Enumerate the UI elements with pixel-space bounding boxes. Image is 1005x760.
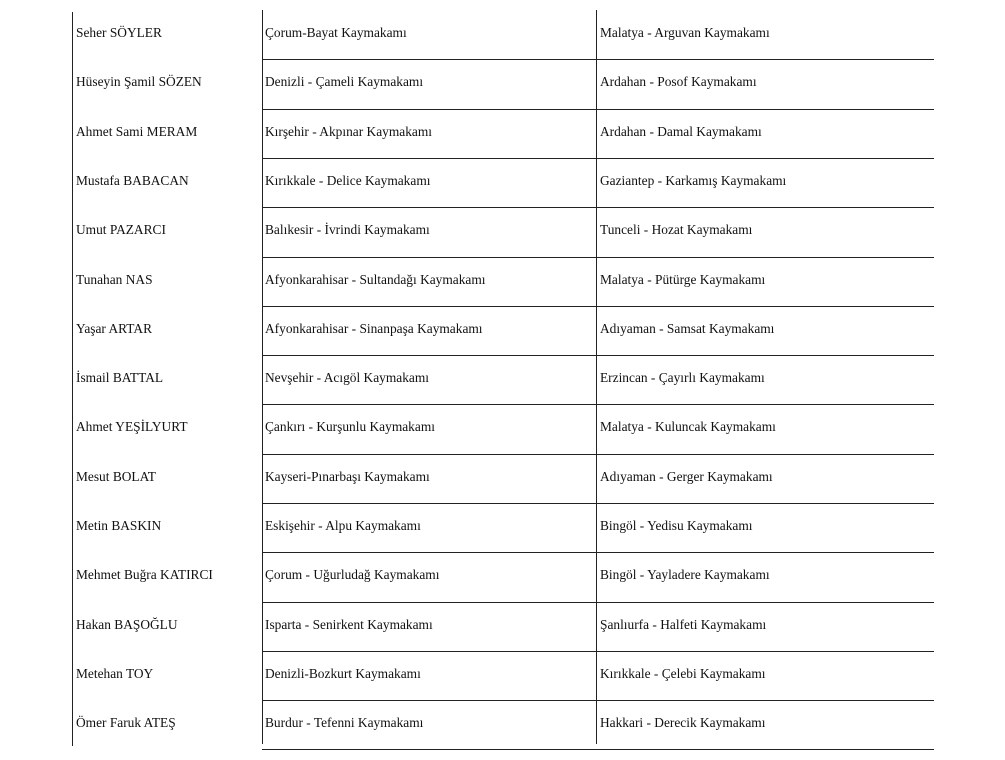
- name-cell: Metehan TOY: [76, 665, 154, 681]
- new-post-cell: Malatya - Kuluncak Kaymakamı: [600, 419, 776, 435]
- current-post-cell: Çankırı - Kurşunlu Kaymakamı: [265, 419, 435, 435]
- current-post-cell: Kayseri-Pınarbaşı Kaymakamı: [265, 468, 430, 484]
- table-row: [0, 404, 1005, 453]
- name-cell: Yaşar ARTAR: [76, 320, 152, 336]
- name-cell: Seher SÖYLER: [76, 25, 162, 40]
- name-cell: Mustafa BABACAN: [76, 172, 189, 188]
- new-post-cell: Ardahan - Posof Kaymakamı: [600, 74, 757, 90]
- table-row: [0, 207, 1005, 256]
- name-cell: Umut PAZARCI: [76, 222, 166, 238]
- current-post-cell: Burdur - Tefenni Kaymakamı: [265, 715, 424, 731]
- row-divider: [262, 749, 934, 750]
- name-cell: İsmail BATTAL: [76, 370, 164, 386]
- current-post-cell: Afyonkarahisar - Sultandağı Kaymakamı: [265, 271, 486, 287]
- table-row: [0, 503, 1005, 552]
- table-row: [0, 109, 1005, 158]
- new-post-cell: Ardahan - Damal Kaymakamı: [600, 123, 762, 139]
- table-row: [0, 602, 1005, 651]
- current-post-cell: Nevşehir - Acıgöl Kaymakamı: [265, 370, 429, 386]
- table-row: [0, 355, 1005, 404]
- table-row: [0, 158, 1005, 207]
- table-row: [0, 306, 1005, 355]
- name-cell: Mesut BOLAT: [76, 468, 156, 484]
- current-post-cell: Kırşehir - Akpınar Kaymakamı: [265, 123, 432, 139]
- current-post-cell: Denizli-Bozkurt Kaymakamı: [265, 665, 421, 681]
- new-post-cell: Şanlıurfa - Halfeti Kaymakamı: [600, 616, 767, 632]
- name-cell: Ahmet Sami MERAM: [76, 123, 198, 139]
- new-post-cell: Bingöl - Yayladere Kaymakamı: [600, 567, 770, 583]
- current-post-cell: Çorum-Bayat Kaymakamı: [265, 25, 407, 40]
- current-post-cell: Çorum - Uğurludağ Kaymakamı: [265, 567, 440, 583]
- name-cell: Metin BASKIN: [76, 518, 162, 533]
- table-row: [0, 552, 1005, 601]
- current-post-cell: Denizli - Çameli Kaymakamı: [265, 74, 424, 90]
- current-post-cell: Eskişehir - Alpu Kaymakamı: [265, 518, 421, 533]
- name-cell: Ömer Faruk ATEŞ: [76, 715, 176, 731]
- new-post-cell: Erzincan - Çayırlı Kaymakamı: [600, 370, 765, 386]
- new-post-cell: Adıyaman - Samsat Kaymakamı: [600, 320, 775, 336]
- current-post-cell: Kırıkkale - Delice Kaymakamı: [265, 172, 431, 188]
- table-row: [0, 651, 1005, 700]
- table-row: [0, 59, 1005, 108]
- new-post-cell: Hakkari - Derecik Kaymakamı: [600, 715, 766, 731]
- table-row: [0, 10, 1005, 59]
- table-row: [0, 257, 1005, 306]
- new-post-cell: Adıyaman - Gerger Kaymakamı: [600, 468, 773, 484]
- column-divider: [596, 10, 597, 744]
- column-divider: [72, 12, 73, 746]
- current-post-cell: Afyonkarahisar - Sinanpaşa Kaymakamı: [265, 320, 483, 336]
- new-post-cell: Tunceli - Hozat Kaymakamı: [600, 222, 753, 238]
- new-post-cell: Malatya - Pütürge Kaymakamı: [600, 271, 766, 287]
- name-cell: Hakan BAŞOĞLU: [76, 616, 178, 632]
- new-post-cell: Malatya - Arguvan Kaymakamı: [600, 25, 770, 40]
- table-row: [0, 454, 1005, 503]
- current-post-cell: Isparta - Senirkent Kaymakamı: [265, 616, 433, 632]
- new-post-cell: Bingöl - Yedisu Kaymakamı: [600, 518, 753, 533]
- name-cell: Tunahan NAS: [76, 271, 153, 287]
- name-cell: Hüseyin Şamil SÖZEN: [76, 74, 202, 90]
- new-post-cell: Gaziantep - Karkamış Kaymakamı: [600, 172, 787, 188]
- name-cell: Ahmet YEŞİLYURT: [76, 419, 188, 435]
- column-divider: [262, 10, 263, 744]
- current-post-cell: Balıkesir - İvrindi Kaymakamı: [265, 222, 430, 238]
- table-row: [0, 700, 1005, 749]
- name-cell: Mehmet Buğra KATIRCI: [76, 567, 213, 583]
- new-post-cell: Kırıkkale - Çelebi Kaymakamı: [600, 665, 766, 681]
